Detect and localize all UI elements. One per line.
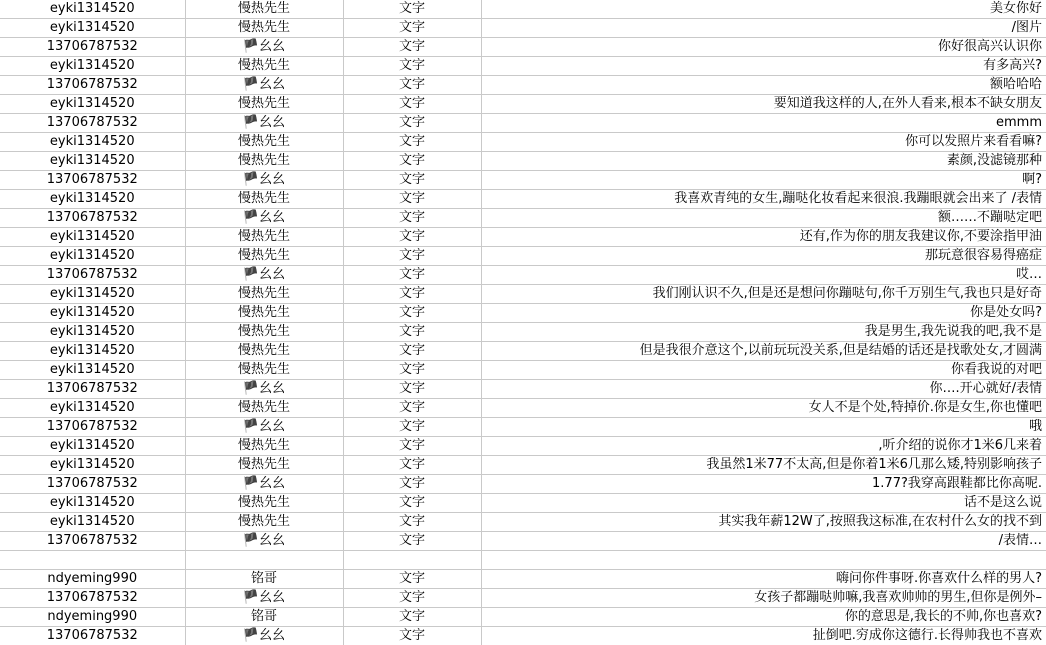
table-row: [0, 342, 1046, 361]
cell-nickname: 慢热先生: [185, 304, 343, 323]
cell-content: 你好很高兴认识你: [481, 38, 1046, 57]
table-row: [0, 228, 1046, 247]
cell-account: ndyeming990: [0, 608, 185, 627]
cell-content: 额……不蹦哒定吧: [481, 209, 1046, 228]
cell-msg-type: 文字: [343, 475, 481, 494]
table-row: [0, 304, 1046, 323]
cell-msg-type: 文字: [343, 627, 481, 645]
table-row: [0, 437, 1046, 456]
cell-account: eyki1314520: [0, 0, 185, 19]
table-row: [0, 399, 1046, 418]
table-row: [0, 19, 1046, 38]
table-row: [0, 114, 1046, 133]
table-row: [0, 38, 1046, 57]
cell-account: eyki1314520: [0, 190, 185, 209]
cell-account: eyki1314520: [0, 361, 185, 380]
cell-account: 13706787532: [0, 627, 185, 645]
cell-account: 13706787532: [0, 38, 185, 57]
cell-account: 13706787532: [0, 114, 185, 133]
table-row: [0, 323, 1046, 342]
cell-msg-type: 文字: [343, 76, 481, 95]
cell-msg-type: 文字: [343, 418, 481, 437]
cell-msg-type: 文字: [343, 285, 481, 304]
cell-msg-type: 文字: [343, 266, 481, 285]
cell-msg-type: 文字: [343, 247, 481, 266]
cell-content: 哎…: [481, 266, 1046, 285]
table-row: [0, 190, 1046, 209]
table-row: [0, 380, 1046, 399]
cell-content: 你看我说的对吧: [481, 361, 1046, 380]
cell-content: 你是处女吗?: [481, 304, 1046, 323]
table-row: [0, 285, 1046, 304]
cell-content: 有多高兴?: [481, 57, 1046, 76]
table-row: [0, 608, 1046, 627]
cell-account: [0, 551, 185, 570]
table-row: [0, 475, 1046, 494]
cell-msg-type: 文字: [343, 399, 481, 418]
cell-nickname: 慢热先生: [185, 95, 343, 114]
table-row: [0, 494, 1046, 513]
cell-account: 13706787532: [0, 475, 185, 494]
cell-content: 美女你好: [481, 0, 1046, 19]
cell-account: eyki1314520: [0, 133, 185, 152]
cell-content: 哦: [481, 418, 1046, 437]
cell-content: 其实我年薪12W了,按照我这标准,在农村什么女的找不到: [481, 513, 1046, 532]
cell-account: eyki1314520: [0, 285, 185, 304]
cell-nickname: 铭哥: [185, 608, 343, 627]
cell-account: eyki1314520: [0, 152, 185, 171]
table-row: [0, 152, 1046, 171]
cell-msg-type: 文字: [343, 323, 481, 342]
cell-content: 要知道我这样的人,在外人看来,根本不缺女朋友: [481, 95, 1046, 114]
cell-account: eyki1314520: [0, 456, 185, 475]
cell-account: eyki1314520: [0, 437, 185, 456]
cell-msg-type: [343, 551, 481, 570]
cell-content: 额哈哈哈: [481, 76, 1046, 95]
cell-nickname: [185, 551, 343, 570]
cell-nickname: 🏴幺幺: [185, 266, 343, 285]
table-row: [0, 133, 1046, 152]
cell-account: eyki1314520: [0, 304, 185, 323]
cell-content: 嗨问你件事呀.你喜欢什么样的男人?: [481, 570, 1046, 589]
cell-nickname: 🏴幺幺: [185, 475, 343, 494]
cell-account: eyki1314520: [0, 399, 185, 418]
cell-nickname: 🏴幺幺: [185, 209, 343, 228]
cell-account: ndyeming990: [0, 570, 185, 589]
cell-nickname: 🏴幺幺: [185, 38, 343, 57]
cell-msg-type: 文字: [343, 95, 481, 114]
cell-nickname: 慢热先生: [185, 437, 343, 456]
cell-account: eyki1314520: [0, 228, 185, 247]
cell-account: eyki1314520: [0, 494, 185, 513]
table-row: [0, 456, 1046, 475]
cell-nickname: 慢热先生: [185, 494, 343, 513]
cell-nickname: 慢热先生: [185, 285, 343, 304]
cell-msg-type: 文字: [343, 19, 481, 38]
cell-content: 但是我很介意这个,以前玩玩没关系,但是结婚的话还是找歌处女,才圆满: [481, 342, 1046, 361]
table-row: [0, 627, 1046, 645]
cell-content: 你可以发照片来看看嘛?: [481, 133, 1046, 152]
cell-content: 你的意思是,我长的不帅,你也喜欢?: [481, 608, 1046, 627]
cell-account: eyki1314520: [0, 19, 185, 38]
cell-account: eyki1314520: [0, 513, 185, 532]
cell-content: 我虽然1米77不太高,但是你着1米6几那么矮,特别影响孩子: [481, 456, 1046, 475]
cell-content: emmm: [481, 114, 1046, 133]
cell-msg-type: 文字: [343, 380, 481, 399]
cell-msg-type: 文字: [343, 190, 481, 209]
table-row: [0, 266, 1046, 285]
cell-content: 我喜欢青纯的女生,蹦哒化妆看起来很浪.我蹦眼就会出来了 /表情: [481, 190, 1046, 209]
cell-nickname: 慢热先生: [185, 57, 343, 76]
cell-nickname: 慢热先生: [185, 228, 343, 247]
table-row: [0, 532, 1046, 551]
cell-account: eyki1314520: [0, 95, 185, 114]
cell-msg-type: 文字: [343, 589, 481, 608]
cell-msg-type: 文字: [343, 437, 481, 456]
table-row: [0, 95, 1046, 114]
cell-content: 1.77?我穿高跟鞋都比你高呢.: [481, 475, 1046, 494]
table-row: [0, 361, 1046, 380]
table-row: [0, 589, 1046, 608]
cell-nickname: 🏴幺幺: [185, 114, 343, 133]
cell-msg-type: 文字: [343, 342, 481, 361]
cell-nickname: 慢热先生: [185, 342, 343, 361]
cell-msg-type: 文字: [343, 0, 481, 19]
cell-content: [481, 551, 1046, 570]
cell-nickname: 慢热先生: [185, 456, 343, 475]
cell-nickname: 🏴幺幺: [185, 589, 343, 608]
cell-nickname: 🏴幺幺: [185, 76, 343, 95]
cell-nickname: 🏴幺幺: [185, 532, 343, 551]
cell-nickname: 慢热先生: [185, 513, 343, 532]
cell-nickname: 慢热先生: [185, 247, 343, 266]
cell-content: 还有,作为你的朋友我建议你,不要涂指甲油: [481, 228, 1046, 247]
cell-msg-type: 文字: [343, 57, 481, 76]
cell-msg-type: 文字: [343, 456, 481, 475]
cell-account: 13706787532: [0, 589, 185, 608]
cell-content: 女孩子都蹦哒帅嘛,我喜欢帅帅的男生,但你是例外–: [481, 589, 1046, 608]
cell-msg-type: 文字: [343, 133, 481, 152]
cell-account: eyki1314520: [0, 342, 185, 361]
cell-nickname: 🏴幺幺: [185, 380, 343, 399]
cell-msg-type: 文字: [343, 513, 481, 532]
cell-nickname: 铭哥: [185, 570, 343, 589]
cell-account: 13706787532: [0, 532, 185, 551]
cell-nickname: 慢热先生: [185, 0, 343, 19]
cell-msg-type: 文字: [343, 361, 481, 380]
cell-msg-type: 文字: [343, 570, 481, 589]
cell-content: 我是男生,我先说我的吧,我不是: [481, 323, 1046, 342]
cell-msg-type: 文字: [343, 304, 481, 323]
cell-content: /图片: [481, 19, 1046, 38]
table-row: [0, 171, 1046, 190]
cell-msg-type: 文字: [343, 171, 481, 190]
cell-msg-type: 文字: [343, 152, 481, 171]
cell-msg-type: 文字: [343, 228, 481, 247]
cell-content: 素颜,没滤镜那种: [481, 152, 1046, 171]
cell-content: /表情…: [481, 532, 1046, 551]
table-row: [0, 57, 1046, 76]
table-row: [0, 513, 1046, 532]
cell-nickname: 慢热先生: [185, 361, 343, 380]
cell-account: 13706787532: [0, 209, 185, 228]
cell-msg-type: 文字: [343, 38, 481, 57]
cell-content: 你….开心就好/表情: [481, 380, 1046, 399]
table-row: [0, 247, 1046, 266]
cell-msg-type: 文字: [343, 114, 481, 133]
cell-nickname: 🏴幺幺: [185, 171, 343, 190]
cell-nickname: 慢热先生: [185, 323, 343, 342]
cell-content: 那玩意很容易得癌症: [481, 247, 1046, 266]
table-row: [0, 570, 1046, 589]
table-row: [0, 418, 1046, 437]
cell-nickname: 🏴幺幺: [185, 418, 343, 437]
cell-msg-type: 文字: [343, 494, 481, 513]
cell-content: 扯倒吧.穷成你这德行.长得帅我也不喜欢: [481, 627, 1046, 645]
cell-account: eyki1314520: [0, 247, 185, 266]
cell-nickname: 慢热先生: [185, 133, 343, 152]
cell-account: 13706787532: [0, 171, 185, 190]
cell-content: 我们刚认识不久,但是还是想问你蹦哒句,你千万别生气,我也只是好奇: [481, 285, 1046, 304]
cell-content: 女人不是个处,特掉价.你是女生,你也懂吧: [481, 399, 1046, 418]
cell-msg-type: 文字: [343, 608, 481, 627]
cell-nickname: 慢热先生: [185, 190, 343, 209]
cell-account: eyki1314520: [0, 323, 185, 342]
cell-content: 话不是这么说: [481, 494, 1046, 513]
table-row: [0, 0, 1046, 19]
cell-msg-type: 文字: [343, 209, 481, 228]
cell-nickname: 慢热先生: [185, 19, 343, 38]
table-row: [0, 551, 1046, 570]
cell-content: 啊?: [481, 171, 1046, 190]
cell-nickname: 慢热先生: [185, 152, 343, 171]
cell-content: ,听介绍的说你才1米6几来着: [481, 437, 1046, 456]
cell-account: 13706787532: [0, 380, 185, 399]
cell-account: 13706787532: [0, 266, 185, 285]
table-row: [0, 209, 1046, 228]
cell-account: eyki1314520: [0, 57, 185, 76]
table-row: [0, 76, 1046, 95]
cell-nickname: 🏴幺幺: [185, 627, 343, 645]
cell-account: 13706787532: [0, 76, 185, 95]
cell-account: 13706787532: [0, 418, 185, 437]
cell-msg-type: 文字: [343, 532, 481, 551]
cell-nickname: 慢热先生: [185, 399, 343, 418]
